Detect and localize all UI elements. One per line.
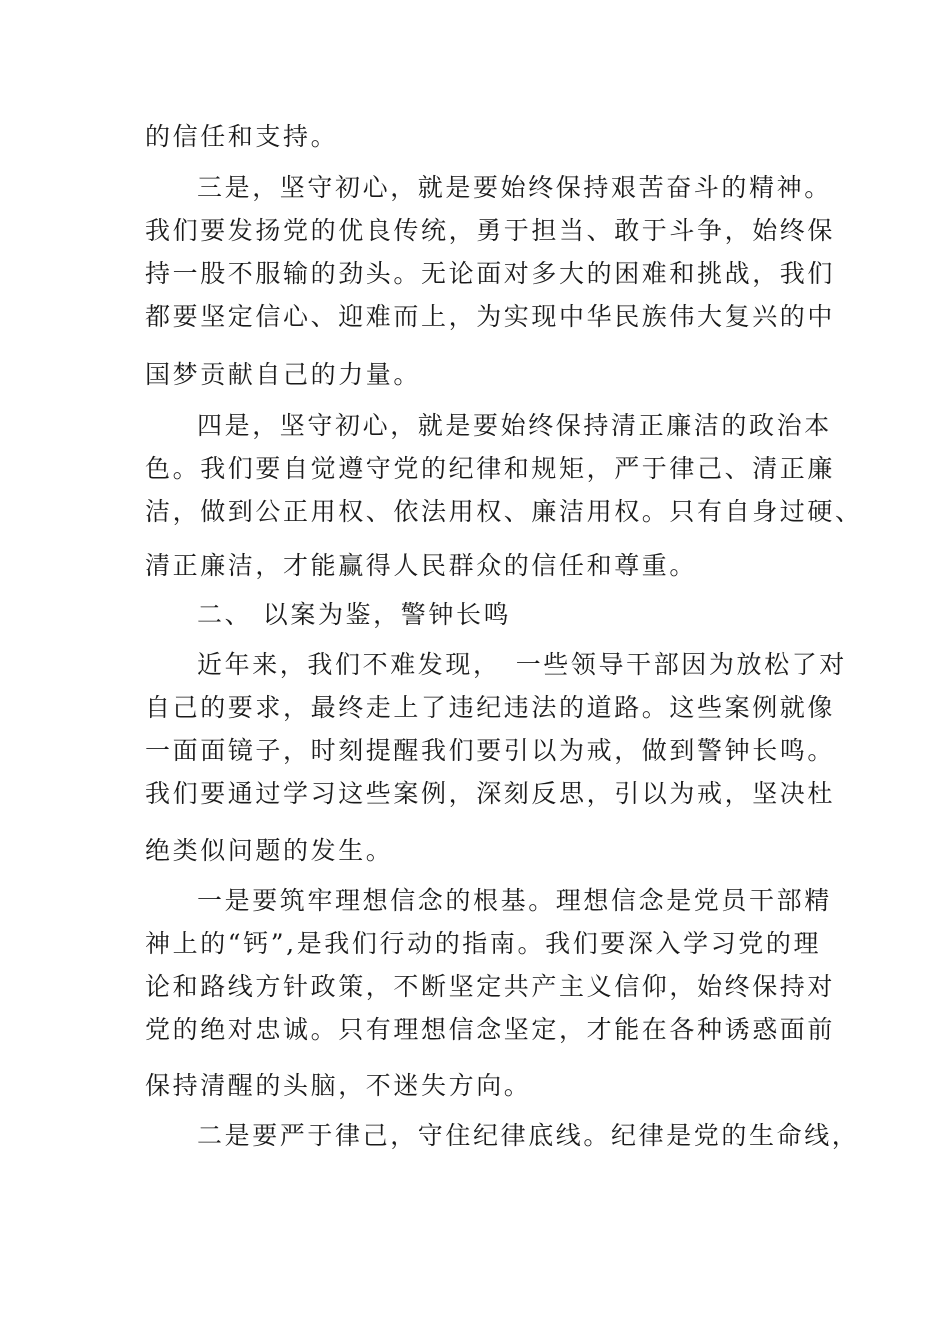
text-line: 色。我们要自觉遵守党的纪律和规矩，严于律己、清正廉 <box>145 454 836 483</box>
text-line: 清正廉洁，才能赢得人民群众的信任和尊重。 <box>145 551 698 580</box>
text-line: 洁，做到公正用权、依法用权、廉洁用权。只有自身过硬、 <box>145 497 863 526</box>
section-heading: 二、 以案为鉴，警钟长鸣 <box>197 600 512 629</box>
paragraph-start-line: 一是要筑牢理想信念的根基。理想信念是党员干部精 <box>197 886 832 915</box>
paragraph-start-line: 四是，坚守初心，就是要始终保持清正廉洁的政治本 <box>197 411 832 440</box>
text-line: 都要坚定信心、迎难而上，为实现中华民族伟大复兴的中 <box>145 302 836 331</box>
text-line: 自己的要求，最终走上了违纪违法的道路。这些案例就像 <box>145 693 836 722</box>
text-line: 我们要通过学习这些案例，深刻反思，引以为戒，坚决杜 <box>145 779 836 808</box>
text-line: 保持清醒的头脑，不迷失方向。 <box>145 1071 532 1100</box>
paragraph-start-line: 三是，坚守初心，就是要始终保持艰苦奋斗的精神。 <box>197 173 832 202</box>
paragraph-start-line: 近年来，我们不难发现， 一些领导干部因为放松了对 <box>197 650 847 679</box>
text-line: 我们要发扬党的优良传统，勇于担当、敢于斗争，始终保 <box>145 216 836 245</box>
text-line: 国梦贡献自己的力量。 <box>145 360 422 389</box>
text-line: 党的绝对忠诚。只有理想信念坚定，才能在各种诱惑面前 <box>145 1015 836 1044</box>
text-line: 持一股不服输的劲头。无论面对多大的困难和挑战，我们 <box>145 259 836 288</box>
paragraph-start-line: 二是要严于律己，守住纪律底线。纪律是党的生命线， <box>197 1121 860 1150</box>
text-line: 一面面镜子，时刻提醒我们要引以为戒，做到警钟长鸣。 <box>145 736 836 765</box>
text-line: 神上的“钙”,是我们行动的指南。我们要深入学习党的理 <box>145 929 822 958</box>
text-line: 论和路线方针政策，不断坚定共产主义信仰，始终保持对 <box>145 972 836 1001</box>
text-line: 绝类似问题的发生。 <box>145 836 394 865</box>
text-line: 的信任和支持。 <box>145 122 339 151</box>
